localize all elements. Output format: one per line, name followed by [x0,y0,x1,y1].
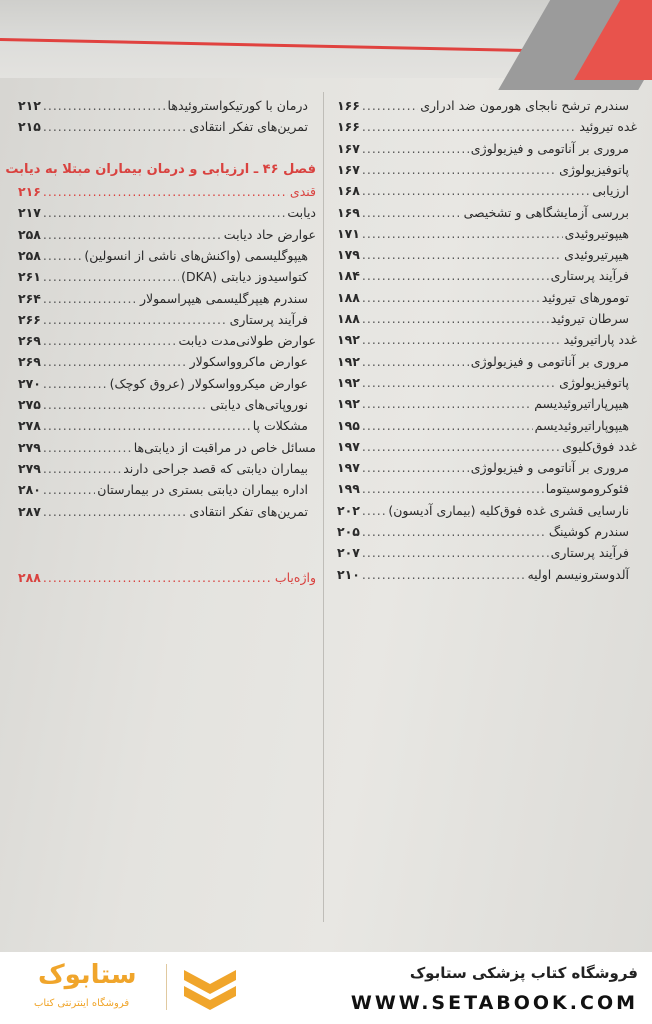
toc-entry [337,119,637,134]
toc-title: مروری بر آناتومی و فیزیولوژی [470,460,629,476]
toc-page-number: ۲۷۰ [18,375,41,391]
toc-entry [337,226,637,241]
toc-page-number: ۲۶۹ [18,333,41,349]
toc-page-number: ۲۷۹ [18,460,41,476]
toc-page-number: ۲۵۸ [18,247,41,263]
toc-leader-dots [43,354,188,369]
toc-page-number: ۱۶۶ [337,98,360,113]
toc-leader-dots [362,545,549,560]
toc-entry [337,567,637,582]
toc-entry [18,248,316,263]
toc-page-number: ۱۶۷ [337,161,360,177]
toc-page-number: ۲۶۶ [18,311,41,327]
toc-entry [337,503,637,518]
toc-page-number: ۱۶۷ [337,140,360,156]
toc-title: تمرین‌های تفکر انتقادی [189,503,308,519]
toc-title: هیپرتیروئیدی [564,247,629,263]
toc-title: غدد پاراتیروئید [563,332,637,348]
toc-entry [18,119,316,134]
toc-entry [337,205,637,220]
toc-leader-dots [43,248,83,263]
toc-page-number: ۲۸۷ [18,503,41,519]
toc-page-number: ۲۸۰ [18,482,41,498]
toc-entry [337,247,637,262]
toc-title: پاتوفیزیولوژی [559,161,629,177]
chapter-46-title: فصل ۴۶ ـ ارزیابی و درمان بیماران مبتلا به دیابت [5,162,316,177]
toc-page-number: ۲۵۸ [18,226,41,242]
toc-page-number: ۲۱۶ [18,184,41,199]
toc-page-number: ۱۶۹ [337,204,360,220]
toc-page-number: ۱۹۲ [337,396,360,412]
toc-leader-dots [362,205,462,220]
toc-page-number: ۱۸۸ [337,311,360,326]
toc-title: مروری بر آناتومی و فیزیولوژی [470,140,629,156]
toc-entry [337,354,637,369]
toc-index-entry [18,570,316,585]
toc-leader-dots [43,205,286,220]
toc-page-number: ۱۸۴ [337,268,360,284]
toc-leader-dots [362,567,526,582]
toc-entry [337,98,637,113]
toc-title: هیپوتیروئیدی [564,225,629,241]
toc-entry [337,481,637,496]
toc-leader-dots [43,291,138,306]
toc-entry [337,332,637,347]
toc-title: تومورهای تیروئید [541,289,629,305]
toc-title: عوارض میکروواسکولار (عروق کوچک) [109,375,308,391]
toc-entry [18,354,316,369]
toc-leader-dots [43,570,273,585]
toc-leader-dots [362,332,562,347]
toc-page-number: ۱۹۷ [337,438,360,454]
toc-title: سندرم کوشینگ [548,524,629,539]
toc-title: مشکلات پا [252,418,308,434]
toc-entry [18,184,316,199]
toc-leader-dots [362,226,563,241]
setabook-chevron-icon [180,966,240,1010]
toc-page-number: ۱۹۲ [337,374,360,390]
toc-entry [337,141,637,156]
toc-title: فئوکروموسیتوما [545,481,629,497]
toc-title: نوروپاتی‌های دیابتی [210,397,308,412]
toc-leader-dots [362,268,549,283]
toc-entry [18,376,316,391]
toc-title: فرآیند پرستاری [229,311,308,327]
toc-title: سرطان تیروئید [550,311,629,326]
toc-entry [18,440,316,455]
toc-title: عوارض حاد دیابت [223,226,316,242]
footer-banner [0,952,652,1024]
toc-leader-dots [43,312,228,327]
toc-entry [337,460,637,475]
toc-title: بررسی آزمایشگاهی و تشخیصی [463,204,629,220]
toc-entry [18,333,316,348]
toc-page-number: ۲۶۱ [18,269,41,285]
toc-page-number: ۱۹۲ [337,353,360,369]
toc-leader-dots [362,524,547,539]
toc-leader-dots [362,141,469,156]
toc-page-number: ۲۷۵ [18,397,41,412]
toc-page-number: ۱۹۲ [337,332,360,348]
toc-entry [337,311,637,326]
toc-entry [337,268,637,283]
toc-leader-dots [43,461,121,476]
toc-title: سندرم هیپرگلیسمی هیپراسمولار [139,290,308,306]
toc-title: هیپرپاراتیروئیدیسم [534,396,629,412]
toc-leader-dots [43,227,222,242]
toc-page-number: ۲۰۲ [337,502,360,518]
toc-leader-dots [362,247,562,262]
toc-leader-dots [362,481,544,496]
toc-title: ارزیابی [592,183,629,199]
toc-title: هیپوپاراتیروئیدیسم [534,417,629,433]
toc-entry [18,482,316,497]
toc-page-number: ۱۶۶ [337,119,360,135]
setabook-logo-subtitle: فروشگاه اینترنتی کتاب [34,998,130,1009]
toc-leader-dots [43,119,188,134]
toc-leader-dots [43,482,95,497]
toc-leader-dots [362,418,533,433]
toc-page-number: ۲۷۸ [18,418,41,434]
toc-leader-dots [362,311,549,326]
toc-title: واژه‌یاب [274,570,316,585]
toc-title: تمرین‌های تفکر انتقادی [189,119,308,135]
toc-title: نارسایی قشری غده فوق‌کلیه (بیماری آدیسون) [388,502,629,518]
toc-entry [337,162,637,177]
toc-page-number: ۲۱۲ [18,98,41,113]
toc-page-number: ۲۷۹ [18,439,41,455]
toc-page-number: ۲۰۵ [337,524,360,539]
toc-leader-dots [362,375,557,390]
toc-page-number: ۲۰۷ [337,545,360,561]
toc-entry [337,375,637,390]
toc-page-number: ۲۱۷ [18,205,41,221]
toc-entry [18,461,316,476]
toc-title: پاتوفیزیولوژی [559,374,629,390]
toc-title: سندرم ترشح نابجای هورمون ضد ادراری [420,98,629,113]
column-divider [323,92,324,922]
toc-entry [18,269,316,284]
toc-page-number: ۲۱۰ [337,566,360,582]
toc-entry [337,290,637,305]
toc-title: فرآیند پرستاری [550,545,629,561]
toc-page-number: ۱۹۹ [337,481,360,497]
toc-leader-dots [43,418,251,433]
toc-leader-dots [362,290,540,305]
toc-entry [337,183,637,198]
toc-title: غده تیروئید [579,119,637,135]
toc-page-number: ۱۷۹ [337,247,360,263]
toc-leader-dots [43,397,208,412]
toc-entry [18,205,316,220]
setabook-logo-text: ستابوک [38,960,137,990]
toc-leader-dots [43,440,132,455]
toc-page-number: ۲۱۵ [18,119,41,135]
toc-leader-dots [362,460,469,475]
toc-entry [337,439,637,454]
toc-page-number: ۲۶۹ [18,354,41,370]
toc-title: آلدوسترونیسم اولیه [527,566,629,582]
toc-title: مسائل خاص در مراقبت از دیابتی‌ها [133,439,316,455]
toc-leader-dots [43,269,179,284]
logo-separator [166,964,167,1010]
toc-leader-dots [43,184,288,199]
toc-page-number: ۱۷۱ [337,225,360,241]
toc-title: اداره بیماران دیابتی بستری در بیمارستان [97,482,308,498]
toc-title: هیپوگلیسمی (واکنش‌های ناشی از انسولین) [84,247,308,263]
toc-leader-dots [43,333,177,348]
toc-page-number: ۲۶۴ [18,290,41,306]
toc-page-number: ۱۶۸ [337,183,360,199]
toc-entry [18,418,316,433]
toc-leader-dots [43,376,108,391]
toc-leader-dots [362,119,577,134]
toc-leader-dots [362,503,386,518]
toc-page-number: ۱۸۸ [337,289,360,305]
toc-entry [337,524,637,539]
toc-entry [18,504,316,519]
toc-leader-dots [362,98,418,113]
toc-title: قندی [289,184,316,199]
toc-title: فرآیند پرستاری [550,268,629,284]
toc-entry [18,312,316,327]
toc-title: مروری بر آناتومی و فیزیولوژی [470,353,629,369]
toc-entry [18,98,316,113]
toc-leader-dots [362,354,469,369]
shop-name: فروشگاه کتاب پزشکی ستابوک [409,964,638,982]
toc-page-number: ۲۸۸ [18,570,41,585]
toc-title: کتواسیدوز دیابتی (DKA) [181,269,308,285]
toc-entry [18,227,316,242]
toc-entry [337,418,637,433]
toc-leader-dots [362,439,560,454]
toc-title: عوارض ماکروواسکولار [189,354,308,370]
toc-page-number: ۱۹۵ [337,417,360,433]
toc-title: غدد فوق‌کلیوی [562,438,637,454]
toc-leader-dots [43,98,166,113]
toc-entry [337,396,637,411]
toc-title: درمان با کورتیکواستروئیدها [167,98,308,113]
toc-entry [337,545,637,560]
toc-leader-dots [362,396,532,411]
toc-leader-dots [43,504,188,519]
toc-leader-dots [362,162,557,177]
toc-title: بیماران دیابتی که قصد جراحی دارند [123,460,308,476]
toc-title: دیابت [287,205,316,221]
toc-leader-dots [362,183,590,198]
shop-url[interactable]: WWW.SETABOOK.COM [350,992,638,1014]
toc-entry [18,397,316,412]
toc-entry [18,291,316,306]
toc-page-number: ۱۹۷ [337,460,360,476]
toc-title: عوارض طولانی‌مدت دیابت [178,333,316,349]
